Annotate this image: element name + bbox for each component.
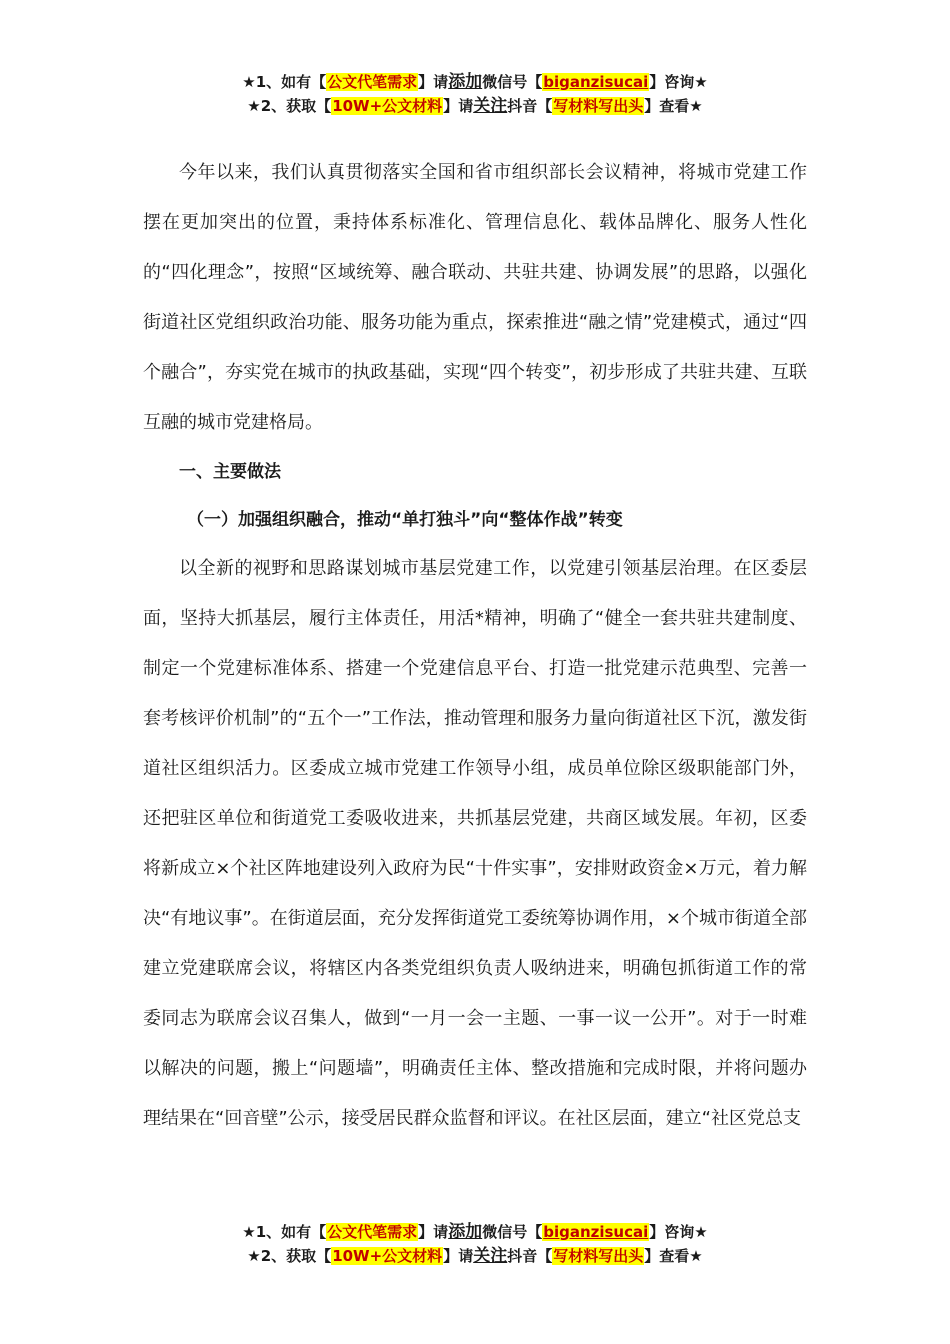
banner-text: 】请 <box>418 73 449 91</box>
banner-highlight: 公文代笔需求 <box>327 1223 418 1241</box>
banner-text: 】请 <box>443 1247 474 1265</box>
document-body <box>143 148 807 1144</box>
banner-wechat-id: biganzisucai <box>543 1223 649 1241</box>
bottom-banner <box>0 1220 950 1268</box>
banner-text: 】请 <box>443 97 474 115</box>
body-paragraph: 以全新的视野和思路谋划城市基层党建工作，以党建引领基层治理。在区委层面，坚持大抓基层，履行主体责任，用活*精神，明确了“健全一套共驻共建制度、制定一个党建标准体系、搭建一个党建信息平台、打造一批党建示范典型、完善一套考核评价机制”的“五个一”工作法，推动管理和服务力量向街道社区下沉，激发街道社区组织活力。区委成立城市党建工作领导小组，成员单位除区级职能部门外，还把驻区单位和街道党工委吸收进来，共抓基层党建，共商区域发展。年初，区委将新成立×个社区阵地建设列入政府为民“十件实事”，安排财政资金×万元，着力解决“有地议事”。在街道层面，充分发挥街道党工委统筹协调作用，×个城市街道全部建立党建联席会议，将辖区内各类党组织负责人吸纳进来，明确包抓街道工作的常委同志为联席会议召集人，做到“一月一会一主题、一事一议一公开”。对于一时难以解决的问题，搬上“问题墙”，明确责任主体、整改措施和完成时限，并将问题办理结果在“回音壁”公示，接受居民群众监督和评议。在社区层面，建立“社区党总支 <box>143 558 807 1129</box>
banner-highlight: 写材料写出头 <box>553 97 644 115</box>
banner-line-1 <box>0 70 950 94</box>
banner-emphasis: 添加 <box>448 1222 483 1242</box>
banner-highlight: 公文代笔需求 <box>327 73 418 91</box>
banner-text: 微信号【 <box>482 1223 543 1241</box>
banner-emphasis: 添加 <box>448 72 483 92</box>
banner-highlight: 10W+公文材料 <box>332 1247 443 1265</box>
intro-paragraph: 今年以来，我们认真贯彻落实全国和省市组织部长会议精神，将城市党建工作摆在更加突出的位置，秉持体系标准化、管理信息化、载体品牌化、服务人性化的“四化理念”，按照“区域统筹、融合联动、共驻共建、协调发展”的思路，以强化街道社区党组织政治功能、服务功能为重点，探索推进“融之情”党建模式，通过“四个融合”，夯实党在城市的执政基础，实现“四个转变”，初步形成了共驻共建、互联互融的城市党建格局。 <box>143 162 807 433</box>
banner-highlight: 写材料写出头 <box>553 1247 644 1265</box>
banner-text: 】咨询★ <box>649 1223 708 1241</box>
banner-text: 】查看★ <box>644 97 703 115</box>
banner-text: ★1、如有【 <box>242 73 327 91</box>
top-banner <box>0 70 950 118</box>
subsection-heading: （一）加强组织融合，推动“单打独斗”向“整体作战”转变 <box>187 510 623 530</box>
banner-wechat-id: biganzisucai <box>543 73 649 91</box>
banner-emphasis: 关注 <box>473 96 508 116</box>
banner-text: 】咨询★ <box>649 73 708 91</box>
banner-emphasis: 关注 <box>473 1246 508 1266</box>
banner-text: ★2、获取【 <box>247 1247 332 1265</box>
banner-text: 抖音【 <box>507 1247 553 1265</box>
banner-text: 微信号【 <box>482 73 543 91</box>
banner-line-2 <box>0 94 950 118</box>
banner-text: ★2、获取【 <box>247 97 332 115</box>
banner-line-1 <box>0 1220 950 1244</box>
banner-text: ★1、如有【 <box>242 1223 327 1241</box>
banner-text: 抖音【 <box>507 97 553 115</box>
banner-line-2 <box>0 1244 950 1268</box>
banner-text: 】查看★ <box>644 1247 703 1265</box>
banner-text: 】请 <box>418 1223 449 1241</box>
section-heading: 一、主要做法 <box>179 462 281 482</box>
banner-highlight: 10W+公文材料 <box>332 97 443 115</box>
